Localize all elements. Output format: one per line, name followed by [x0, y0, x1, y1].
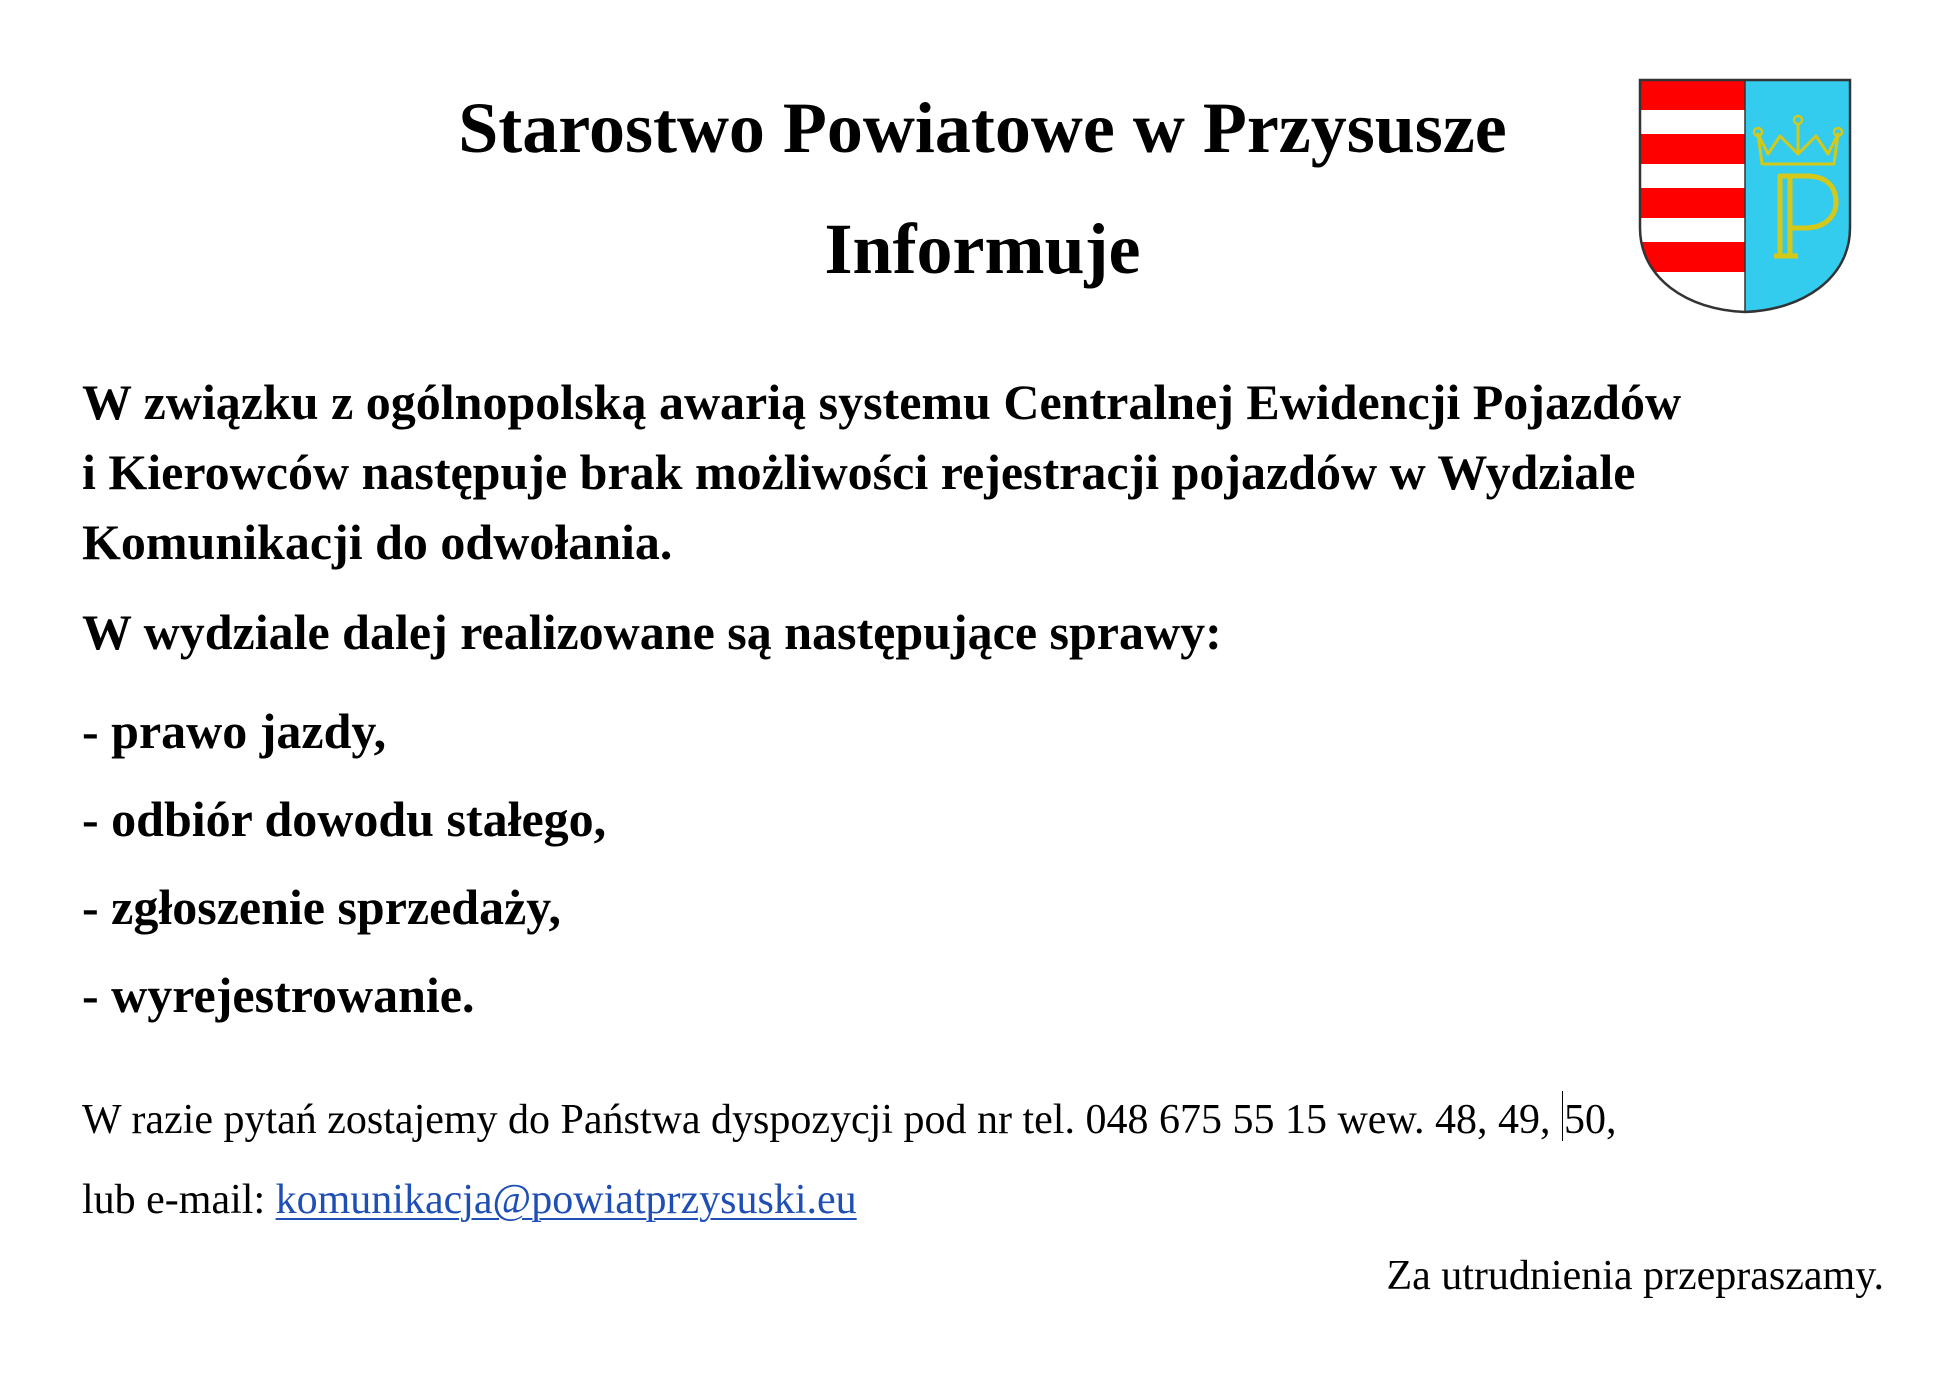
contact-email-prefix: lub e-mail:	[82, 1177, 276, 1223]
list-item: - zgłoszenie sprzedaży,	[82, 879, 562, 935]
contact-phone-text: W razie pytań zostajemy do Państwa dyspozycji pod nr tel. 048 675 55 15 wew. 48, 49,	[82, 1097, 1562, 1143]
contact-email-line	[82, 1170, 857, 1230]
email-link[interactable]: komunikacja@powiatprzysuski.eu	[275, 1177, 857, 1223]
notice-line: i Kierowców następuje brak możliwości rejestracji pojazdów w Wydziale	[82, 444, 1636, 500]
contact-phone-line	[82, 1090, 1617, 1150]
page-subtitle: Informuje	[824, 209, 1141, 289]
outage-notice	[82, 367, 1681, 577]
apology-text: Za utrudnienia przepraszamy.	[1386, 1253, 1884, 1299]
coat-of-arms-icon	[1638, 78, 1852, 314]
notice-line: Komunikacji do odwołania.	[82, 514, 673, 570]
list-item: - odbiór dowodu stałego,	[82, 791, 607, 847]
notice-line: W związku z ogólnopolską awarią systemu Centralnej Ewidencji Pojazdów	[82, 374, 1682, 430]
text-cursor	[1562, 1091, 1563, 1141]
list-item: - wyrejestrowanie.	[82, 967, 475, 1023]
list-item: - prawo jazdy,	[82, 703, 387, 759]
services-list	[82, 687, 606, 1039]
services-intro: W wydziale dalej realizowane są następujące sprawy:	[82, 604, 1222, 660]
contact-phone-extension: 50,	[1564, 1097, 1617, 1143]
page-title: Starostwo Powiatowe w Przysusze	[458, 88, 1507, 168]
